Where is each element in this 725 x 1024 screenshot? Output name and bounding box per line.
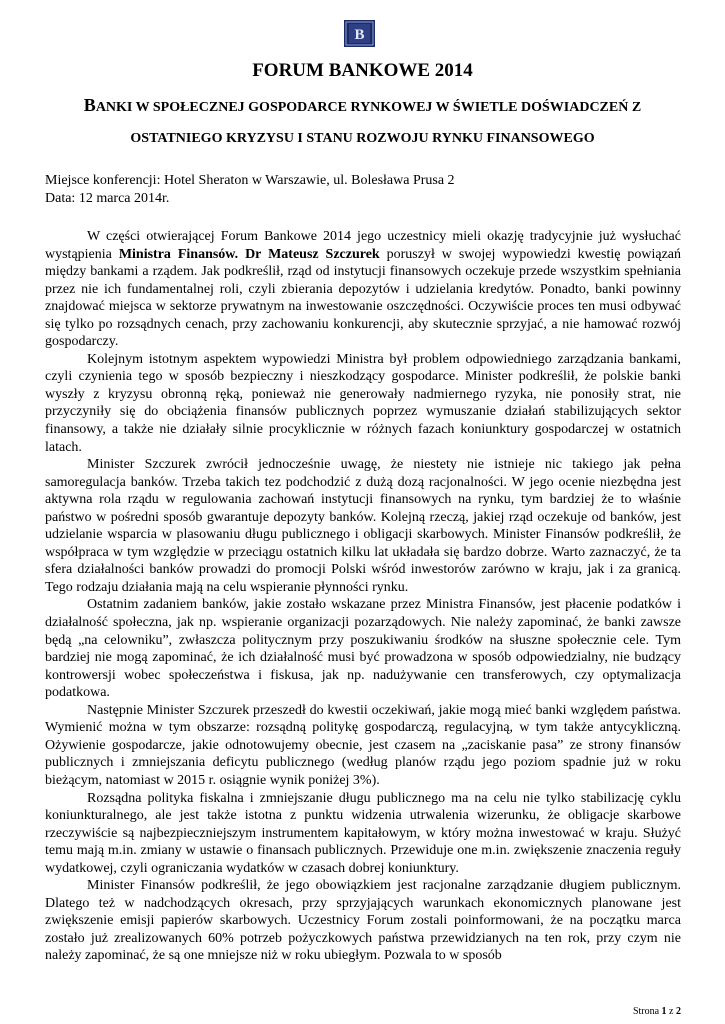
page-of: z	[669, 1006, 674, 1017]
page-footer	[633, 1006, 681, 1017]
paragraph-6: Rozsądna polityka fiskalna i zmniejszanie długu publicznego ma na celu nie tylko stabilizację cyklu koniunkturalnego, ale jest także istotna z punktu widzenia utrwalenia wizerunku, że obligacje skarbowe rzeczywiście są najbezpieczniejszym instrumentem kapitałowym, w który można inwestować w kraju. Służyć temu mają m.in. zmiany w ustawie o finansach publicznych. Przewiduje one m.in. zwiększenie znaczenia reguły wydatkowej, czyli ograniczania wydatków w czasach dobrej koniunktury.	[45, 790, 681, 876]
article-body	[45, 228, 681, 965]
paragraph-1-rest: poruszył w swojej wypowiedzi kwestię powiązań między bankami a rządem. Jak podkreślił, rząd od instytucji finansowych oczekuje przede wszystkim spełniania przez nie ich fundamentalnej roli, czyli zbierania depozytów i udzielania kredytów. Ponadto, banki powinny znajdować miejsca w sektorze prywatnym na inwestowanie oszczędności. Oczywiście proces ten musi odbywać się tylko po rozsądnych cenach, przy zachowaniu konkurencji, aby skutecznie sprzyjać, a nie hamować rozwój gospodarczy.	[45, 246, 682, 350]
conference-date: Data: 12 marca 2014r.	[45, 191, 170, 206]
page-label: Strona	[632, 1006, 660, 1017]
page-number: 1	[661, 1006, 667, 1017]
forum-logo	[344, 20, 375, 47]
subtitle-line-1-text: ANKI W SPOŁECZNEJ GOSPODARCE RYNKOWEJ W ŚWIETLE DOŚWIADCZEŃ Z	[95, 100, 642, 115]
paragraph-5: Następnie Minister Szczurek przeszedł do kwestii oczekiwań, jakie mogą mieć banki względem państwa. Wymienić można w tym obszarze: rozsądną politykę gospodarczą, regulacyjną, w tym także antycykliczną. Ożywienie gospodarcze, jakie odnotowujemy obecnie, jest czasem na „zaciskanie pasa” ze strony finansów publicznych i zmniejszania deficytu publicznego (według planów rządu jego poziom spadnie już w roku bieżącym, natomiast w 2015 r. osiągnie wynik poniżej 3%).	[45, 702, 681, 788]
document-subtitle-line-1	[40, 95, 685, 116]
document-title: FORUM BANKOWE 2014	[252, 60, 473, 81]
paragraph-2: Kolejnym istotnym aspektem wypowiedzi Ministra był problem odpowiedniego zarządzania bankami, czyli czynienia tego w sposób bezpieczny i nieszkodzący gospodarce. Minister podkreślił, że polskie banki wyszły z kryzysu obronną ręką, ponieważ nie generowały nadmiernego ryzyka, nie ponosiły strat, nie przyczyniły się do obciążenia finansów publicznych poprzez wymuszanie działań stabilizujących sektor finansowy, a także nie działały silnie procyklicznie w różnych fazach koniunktury gospodarczej w ostatnich latach.	[45, 351, 681, 455]
subtitle-initial-cap: B	[83, 95, 96, 115]
logo-letter: B	[354, 27, 365, 43]
page-total: 2	[676, 1006, 681, 1017]
paragraph-4: Ostatnim zadaniem banków, jakie zostało wskazane przez Ministra Finansów, jest płacenie podatków i działalność społeczna, jak np. wspieranie organizacji pozarządowych. Nie należy zapominać, że banki zawsze będą „na celowniku”, zwłaszcza politycznym przy poszukiwaniu środków na słuszne społecznie cele. Tym bardziej nie mogą zapominać, że ich działalność musi być prowadzona w sposób odpowiedzialny, nie budzący kontrowersji wobec społeczeństwa i fiskusa, jak np. nadużywanie cen transferowych, czy optymalizacja podatkowa.	[45, 597, 681, 701]
paragraph-1	[45, 228, 681, 351]
conference-venue: Miejsce konferencji: Hotel Sheraton w Warszawie, ul. Bolesława Prusa 2	[45, 173, 455, 188]
minister-name: Ministra Finansów. Dr Mateusz Szczurek	[118, 246, 380, 262]
paragraph-7: Minister Finansów podkreślił, że jego obowiązkiem jest racjonalne zarządzanie długiem publicznym. Dlatego też w nadchodzących okresach, przy sprzyjających warunkach ekonomicznych planowane jest zwiększenie emisji papierów skarbowych. Uczestnicy Forum zostali poinformowani, że na początku marca zostało już zrealizowanych 60% potrzeb pożyczkowych państwa przewidzianych na ten rok, przy czym nie należy zapominać, że są one mniejsze niż w roku ubiegłym. Pozwala to w sposób	[45, 878, 681, 964]
document-subtitle-line-2: OSTATNIEGO KRYZYSU I STANU ROZWOJU RYNKU FINANSOWEGO	[130, 131, 595, 146]
paragraph-1-intro: W części otwierającej Forum Bankowe 2014 jego uczestnicy mieli okazję tradycyjnie już wysłuchać wystąpienia	[45, 229, 681, 262]
paragraph-3: Minister Szczurek zwrócił jednocześnie uwagę, że niestety nie istnieje nic takiego jak pełna samoregulacja banków. Trzeba takich tez podchodzić z dużą dozą racjonalności. W jego ocenie niezbędna jest aktywna rola rządu w regulowania zachowań instytucji finansowych na rynku, tym bardziej że to właśnie państwo w pośredni sposób gwarantuje depozyty banków. Kolejną rzeczą, jakiej rząd oczekuje od banków, jest udzielanie wsparcia w plasowaniu długu publicznego i obligacji skarbowych. Minister Finansów podkreślił, że współpraca w tym względzie w przeciągu ostatnich kilku lat układała się bardzo dobrze. Warto zaznaczyć, że ta sfera działalności banków prowadzi do promocji Polski wśród inwestorów zarówno w kraju, jak i za granicą. Tego rodzaju działania mają na celu wspieranie płynności rynku.	[45, 457, 681, 595]
